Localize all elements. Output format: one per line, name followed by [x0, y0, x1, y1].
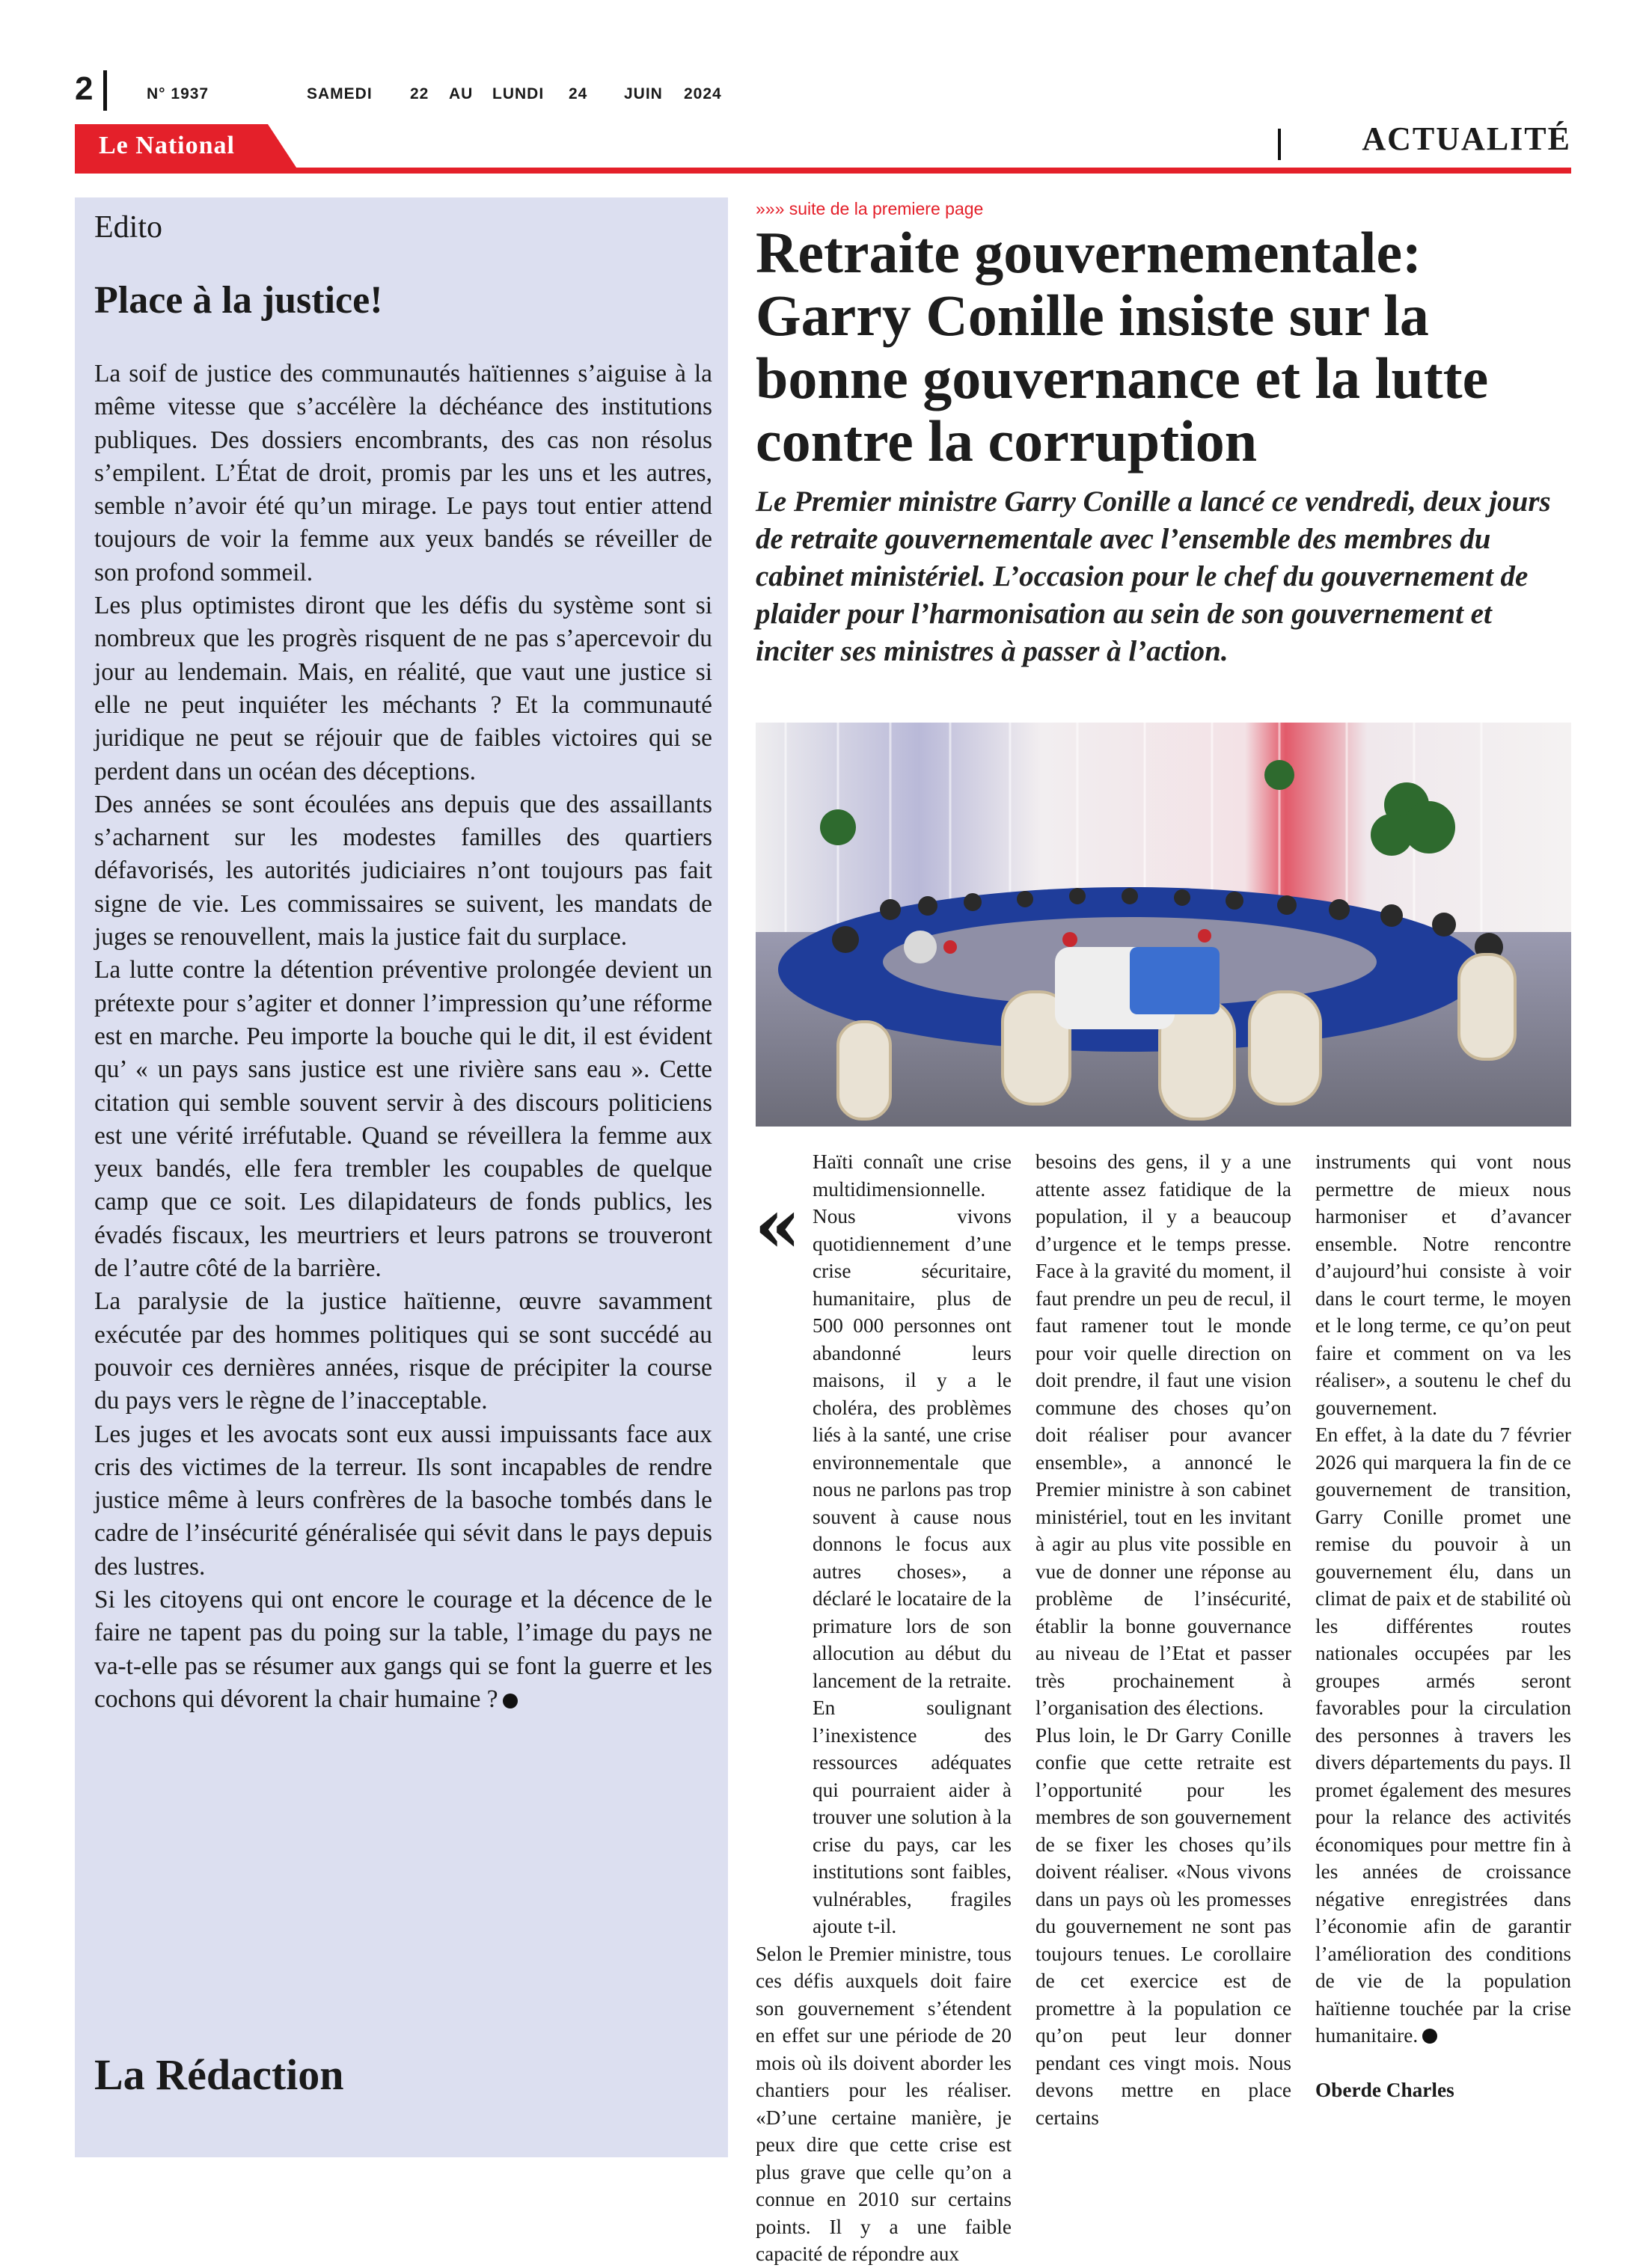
edito-signature: La Rédaction — [94, 2050, 344, 2099]
brand-logo: Le National — [99, 132, 235, 159]
article-paragraph: besoins des gens, il y a une attente assez fatidique de la population, il y a beaucoup d’urgence et le temps presse. Face à la gravité du moment, il faut prendre un peu de recul, il faut ramener tout le monde pour voir quelle direction on doit prendre, il faut une vision commune des choses qu’on doit réaliser pour avancer ensemble», a annoncé le Premier ministre à son cabinet ministériel, tout en les invitant à agir au plus vite possible en vue de donner une réponse au problème de l’insécurité, établir la bonne gouvernance au niveau de l’Etat et passer très prochainement à l’organisation des élections. — [1035, 1150, 1291, 1719]
article-paragraph-last — [1315, 1421, 1571, 2050]
date-num1: 22 — [410, 85, 429, 102]
article-paragraph: Selon le Premier ministre, tous ces défis auxquels doit faire son gouvernement s’étendent en effet sur une période de 20 mois où ils doivent aborder les chantiers pour les réaliser. «D’une certaine manière, je peux dire que cette crise est plus grave que celle qu’on a connue en 2010 sur certains points. Il y a une faible capacité de répondre aux — [756, 1942, 1012, 2265]
date-num2: 24 — [569, 85, 588, 102]
meeting-room-photo — [756, 723, 1571, 1127]
date-au: AU — [449, 85, 474, 102]
article-column-3 — [1315, 1148, 1571, 2103]
edito-paragraph: La soif de justice des communautés haïtiennes s’aiguise à la même vitesse que s’accélère la déchéance des institutions publiques. Des dossiers encombrants, des cas non résolus s’empilent. L’État de droit, promis par les uns et les autres, semble n’avoir été qu’un mirage. Le pays tout entier attend toujours de voir la femme aux yeux bandés se réveiller de son profond sommeil. — [94, 360, 712, 586]
edito-body — [94, 358, 712, 1716]
folio-divider — [103, 70, 107, 111]
edito-title: Place à la justice! — [94, 279, 383, 322]
article-column-1 — [756, 1148, 1012, 2268]
quote-mark: « — [754, 1181, 801, 1269]
article-paragraph: Haïti connaît une crise multidimensionnelle. Nous vivons quotidiennement d’une crise sécuritaire, humanitaire, plus de 500 000 personnes ont abandonné leurs maisons, il y a le choléra, des problèmes liés à la santé, une crise environnementale que nous ne parlons pas trop souvent à cause nous donnons le focus aux autres choses», a déclaré le locataire de la primature lors de son allocution au début du lancement de la retraite. En soulignant l’inexistence des ressources adéquates qui pourraient aider à trouver une solution à la crise du pays, car les institutions sont faibles, vulnérables, fragiles ajoute t-il. — [813, 1150, 1012, 1937]
article-paragraph: instruments qui vont nous permettre de mieux nous harmoniser et d’avancer ensemble. Notre rencontre d’aujourd’hui consiste à voir dans le court terme, le moyen et le long terme, ce qu’on peut faire et comment on va les réaliser», a soutenu le chef du gouvernement. — [1315, 1150, 1571, 1419]
end-mark-icon — [1422, 2029, 1437, 2044]
date-year: 2024 — [684, 85, 722, 102]
section-divider — [1278, 129, 1281, 160]
article-column-2 — [1035, 1148, 1291, 2131]
edito-kicker: Edito — [94, 210, 162, 245]
article-paragraph-text: En effet, à la date du 7 février 2026 qui marquera la fin de ce gouvernement de transition, Garry Conille promet une remise du pouvoir à un gouvernement élu, dans un climat de paix et de stabilité où les différentes routes nationales occupées par les groupes armés seront favorables pour la circulation des personnes à travers les divers départements du pays. Il promet également des mesures pour la relance des activités économiques pour mettre fin à les années de croissance négative enregistrées dans l’économie afin de garantir l’amélioration des conditions de vie de la population haïtienne touchée par la crise humanitaire. — [1315, 1423, 1571, 2047]
article-byline: Oberde Charles — [1315, 2078, 1454, 2101]
page-number: 2 — [75, 70, 94, 107]
article-headline: Retraite gouvernementale: Garry Conille insiste sur la bonne gouvernance et la lutte contre la corruption — [756, 220, 1489, 473]
article-paragraph: Plus loin, le Dr Garry Conille confie que cette retraite est l’opportunité pour les membres de son gouvernement de se fixer les choses qu’ils doivent réaliser. «Nous vivons dans un pays où les promesses du gouvernement ne sont pas toujours tenues. Le corollaire de cet exercice est de promettre à la population ce qu’on peut leur donner pendant ces vingt mois. Nous devons mettre en place certains — [1035, 1723, 1291, 2129]
date-month: JUIN — [624, 85, 663, 102]
date-day1: SAMEDI — [307, 85, 373, 102]
edito-paragraph: Les juges et les avocats sont eux aussi impuissants face aux cris des victimes de la terreur. Ils sont incapables de rendre justice même à leurs confrères de la basoche tombés dans le cadre de l’insécurité généralisée qui sévit dans le pays depuis des lustres. — [94, 1420, 712, 1581]
article-photo — [756, 723, 1571, 1127]
edito-paragraph-last — [94, 1584, 712, 1716]
section-title: ACTUALITÉ — [1362, 120, 1571, 157]
header-rule — [75, 168, 1571, 174]
edito-paragraph: Les plus optimistes diront que les défis du système sont si nombreux que les progrès risquent de ne pas s’apercevoir du jour au lendemain. Mais, en réalité, que vaut une justice si elle ne peut inquiéter les méchants ? Et la communauté juridique ne peut se réjouir que de faibles victoires qui se perdent dans un océan des déceptions. — [94, 592, 712, 785]
edito-paragraph: La lutte contre la détention préventive prolongée devient un prétexte pour s’agiter et donner l’impression qu’une réforme est en marche. Peu importe la bouche qui le dit, il est évident qu’ « un pays sans justice est une rivière sans eau ». Cette citation qui semble souvent servir à des discours politiciens est une vérité irréfutable. Quand se réveillera la femme aux yeux bandés, elle fera trembler les coupables de quelque camp que ce soit. Les dilapidateurs de fonds publics, les évadés fiscaux, les meurtriers et leurs patrons se trouveront de l’autre côté de la barrière. — [94, 956, 712, 1283]
edito-paragraph-text: Si les citoyens qui ont encore le courage et la décence de le faire ne tapent pas du poing sur la table, l’image du pays ne va-t-elle pas se résumer aux gangs qui se font la guerre et les cochons qui dévorent la chair humaine ? — [94, 1585, 712, 1713]
edito-paragraph: La paralysie de la justice haïtienne, œuvre savamment exécutée par des hommes politiques qui se sont succédé au pouvoir ces dernières années, risque de précipiter la course du pays vers le règne de l’inacceptable. — [94, 1287, 712, 1415]
article-standfirst: Le Premier ministre Garry Conille a lancé ce vendredi, deux jours de retraite gouvernementale avec l’ensemble des membres du cabinet ministériel. L’occasion pour le chef du gouvernement de plaider pour l’harmonisation au sein de son gouvernement et inciter ses ministres à passer à l’action. — [756, 485, 1551, 667]
edito-paragraph: Des années se sont écoulées ans depuis que des assaillants s’acharnent sur les modestes familles des quartiers défavorisés, les autorités judiciaires n’ont toujours pas fait signe de vie. Les commissaires se suivent, les mandats de juges se renouvellent, mais la justice fait du surplace. — [94, 790, 712, 951]
issue-number: N° 1937 — [147, 85, 209, 102]
date-day2: LUNDI — [492, 85, 545, 102]
continued-kicker: »»» suite de la premiere page — [756, 199, 984, 218]
end-mark-icon — [503, 1694, 518, 1708]
